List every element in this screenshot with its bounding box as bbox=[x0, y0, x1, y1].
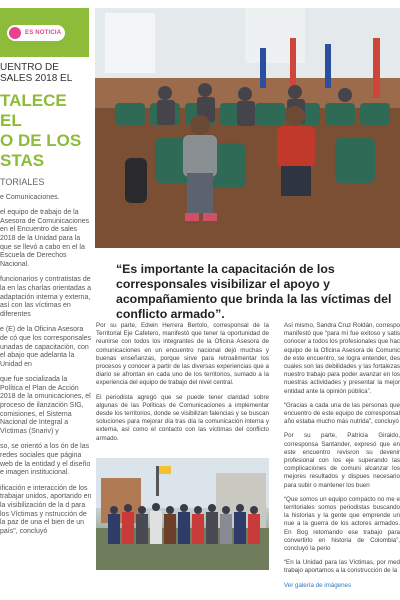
article-middle-column bbox=[96, 322, 269, 449]
left-paragraph-7: ificación e interacción de los trabajar unidos, aportando en la visibilización de la d para los Víctimas y nstrucción de la paz de una el bien de un país", concluyó bbox=[0, 484, 92, 535]
left-paragraph-5: que fue socializada la Política el Plan de Acción 2018 de la omunicaciones, el proceso de ilanzación SIG, comisiones, el Sistema Nacional de Integral a Víctimas (Snariv) y bbox=[0, 376, 91, 435]
left-paragraph-3: funcionarios y contratistas de la en las charlas orientadas a adaptación interna y externa, así con las víctimas en diferentes bbox=[0, 276, 92, 318]
right-paragraph-1: Así mismo, Sandra Cruz Roldán, correspo manifestó que “para mí fue exitoso y satis conocer a todos los profesionales que hac equipo de la Oficina Asesora de Comunic de este encuentro, se logra entender, des cuales son las debilidades y las fortalezas nuestro trabajo para poder avanzar en los nuestras actividades y presentar la mejor entidad ante la opinión pública”. bbox=[284, 322, 400, 395]
left-paragraph-2: el equipo de trabajo de la Asesora de Comunicaciones en el Encuentro de sales 2018 de la Unidad para la que se llevó a cabo en el la Escuela de Derechos Nacional. bbox=[0, 209, 90, 268]
article-left-column bbox=[0, 62, 92, 543]
left-paragraph-4: e (E) de la Oficina Asesora de có que los corresponsales unadas de capacitación, con el abajo que adelanta la Unidad en bbox=[0, 326, 92, 368]
gallery-link[interactable]: Ver galería de imágenes bbox=[284, 581, 352, 589]
event-photo bbox=[95, 8, 400, 248]
group-photo-illustration bbox=[96, 458, 269, 570]
section-badge bbox=[0, 8, 89, 57]
right-paragraph-2: “Gracias a cada una de las personas que encuentro de este equipo de corresponsal año estaba mucho más nutrida”, concluyó bbox=[284, 401, 400, 426]
article-right-column bbox=[284, 322, 400, 590]
pull-quote: “Es importante la capacitación de los corresponsales visibilizar el apoyo y acompañamiento que brinda la las víctimas del conflicto armado”. bbox=[116, 262, 392, 321]
article-kicker: UENTRO DE SALES 2018 EL bbox=[0, 62, 73, 84]
badge-pill bbox=[7, 25, 65, 41]
right-paragraph-4: “Que somos un equipo compacto no me e territoriales somos periodistas buscando la historias y la gente que emprende un nue a la guerra de los actores armados. En Bog retomando ese trabajo para convertirlo en historia de Colombia”, concluyó la perio bbox=[284, 495, 400, 553]
right-paragraph-5: “En la Unidad para las Víctimas, por med trabajo aportamos a la construcción de la bbox=[284, 559, 400, 575]
mid-paragraph-2: El periodista agregó que se puede tener claridad sobre algunas de las Políticas de Comunicaciones a implementar desde los territorios, donde se visibilizan falencias y se buscan soluciones para mejorar día tras día la comunicación interna y externa, así como el contacto con las víctimas del conflicto armado. bbox=[96, 393, 269, 442]
group-photo bbox=[96, 458, 269, 570]
right-paragraph-3: Por su parte, Patricia Giraldo, corresponsa Santander, expresó que en este encuentro revisron su devenir profesional con los eje superando las complicaciones de comuni alcanzar los mejores resultados y dispues necesario para subir o mantener los buen bbox=[284, 432, 400, 489]
article-section: TORIALES bbox=[0, 177, 45, 187]
left-paragraph-1: e Comunicaciones. bbox=[0, 193, 60, 201]
left-paragraph-6: so, se orientó a los ón de las redes sociales que página web de la entidad y el diseño e imagen institucional. bbox=[0, 443, 91, 477]
article-headline: TALECE EL O DE LOS STAS bbox=[0, 91, 82, 170]
badge-label: ES NOTICIA bbox=[25, 30, 62, 36]
mid-paragraph-1: Por su parte, Edwin Herrera Bertolo, corresponsal de la Territorial Eje Cafetero, manifestó que tener la oportunidad de reunirse con todos los integrantes de la Oficina Asesora de comunicaciones en un encuentro nacional dejó muchas y buenas enseñanzas, porque sirve para retroalimentar los procesos y conocer a partir de las diversas experiencias que a diario se afrontan en cada uno de los territorios, sumado a la experiencia del equipo de trabajo del nivel central. bbox=[96, 322, 269, 387]
badge-dot-icon bbox=[9, 27, 21, 39]
event-photo-illustration bbox=[95, 8, 400, 248]
